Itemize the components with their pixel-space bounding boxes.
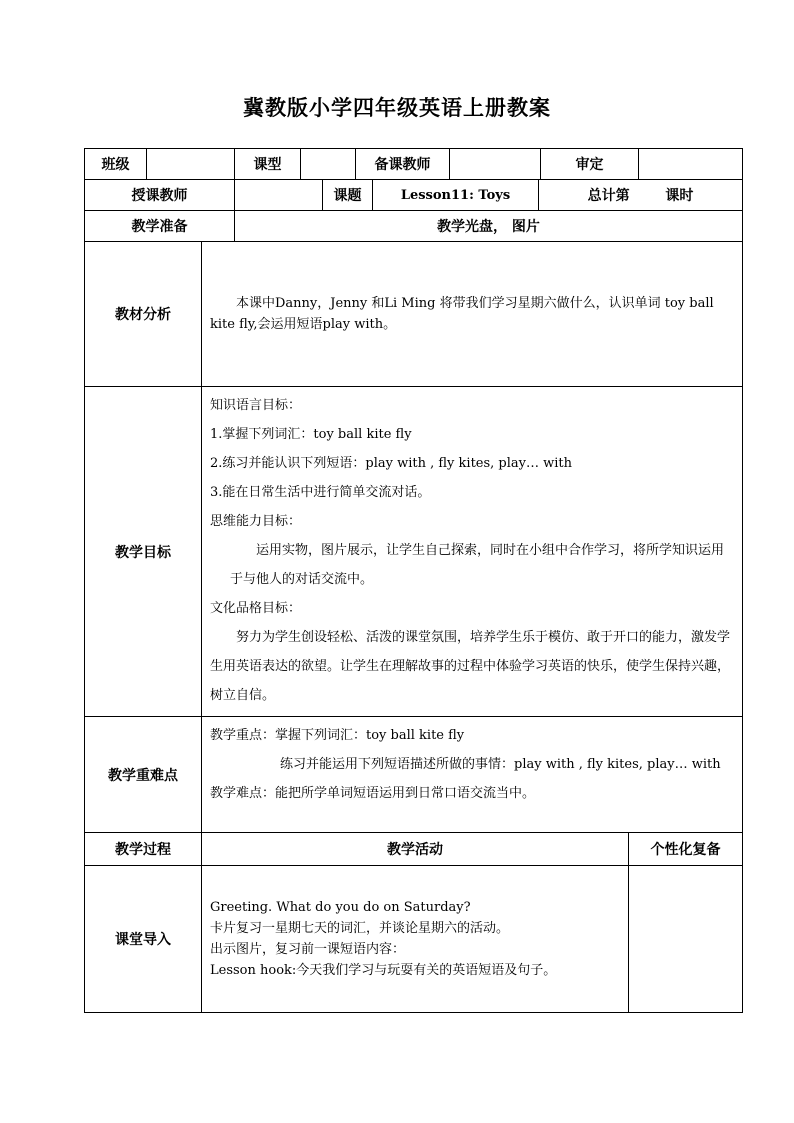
topic-label: 课题 — [323, 180, 373, 211]
goals-row — [85, 387, 743, 717]
intro-label: 课堂导入 — [85, 866, 202, 1013]
period-label: 课时 — [665, 188, 694, 204]
knowledge-item-3: 3.能在日常生活中进行简单交流对话。 — [210, 485, 431, 500]
intro-notes — [629, 866, 743, 1013]
total-periods-cell — [539, 180, 743, 211]
document-title: 冀教版小学四年级英语上册教案 — [243, 96, 551, 120]
type-value — [301, 149, 356, 180]
process-header-row — [85, 833, 743, 866]
review-value — [639, 149, 743, 180]
notes-col-label: 个性化复备 — [629, 833, 743, 866]
knowledge-title: 知识语言目标： — [210, 398, 302, 413]
process-col-label: 教学过程 — [85, 833, 202, 866]
knowledge-item-2: 2.练习并能认识下列短语：play with , fly kites, play… with — [210, 456, 573, 471]
lesson-plan-table — [84, 148, 742, 1013]
intro-line-4: Lesson hook:今天我们学习与玩耍有关的英语短语及句子。 — [210, 963, 557, 978]
difficulty-line: 教学难点：能把所学单词短语运用到日常口语交流当中。 — [210, 786, 536, 801]
review-label: 审定 — [541, 149, 639, 180]
analysis-row — [85, 242, 743, 387]
class-value — [147, 149, 235, 180]
thinking-title: 思维能力目标： — [210, 514, 302, 529]
knowledge-item-1: 1.掌握下列词汇：toy ball kite fly — [210, 427, 412, 442]
header-row-1 — [84, 148, 743, 180]
teacher-label: 授课教师 — [85, 180, 235, 211]
intro-line-1: Greeting. What do you do on Saturday? — [210, 900, 471, 915]
prep-row — [84, 210, 743, 242]
key-point-line-2: 练习并能运用下列短语描述所做的事情：play with , fly kites, play… with — [280, 757, 721, 772]
key-points-label: 教学重难点 — [85, 717, 202, 833]
body-table — [84, 241, 743, 1013]
header-row-2 — [84, 179, 743, 211]
key-point-line: 教学重点：掌握下列词汇：toy ball kite fly — [210, 728, 465, 743]
intro-row — [85, 866, 743, 1013]
total-label: 总计第 — [587, 188, 630, 204]
prep-teacher-label: 备课教师 — [356, 149, 450, 180]
teacher-value — [235, 180, 323, 211]
analysis-text: 本课中Danny，Jenny 和Li Ming 将带我们学习星期六做什么，认识单词 toy ball kite fly,会运用短语play with。 — [210, 296, 714, 332]
goals-label: 教学目标 — [85, 387, 202, 717]
intro-line-3: 出示图片，复习前一课短语内容： — [210, 942, 406, 957]
thinking-text: 运用实物，图片展示，让学生自己探索，同时在小组中合作学习，将所学知识运用于与他人的对话交流中。 — [230, 543, 725, 587]
activity-col-label: 教学活动 — [202, 833, 629, 866]
prep-label: 教学准备 — [85, 211, 235, 242]
type-label: 课型 — [235, 149, 301, 180]
class-label: 班级 — [85, 149, 147, 180]
intro-line-2: 卡片复习一星期七天的词汇，并谈论星期六的活动。 — [210, 921, 510, 936]
culture-title: 文化品格目标： — [210, 601, 302, 616]
key-points-row — [85, 717, 743, 833]
culture-text: 努力为学生创设轻松、活泼的课堂氛围，培养学生乐于模仿、敢于开口的能力，激发学生用英语表达的欲望。让学生在理解故事的过程中体验学习英语的快乐，使学生保持兴趣，树立自信。 — [210, 630, 731, 703]
prep-teacher-value — [450, 149, 541, 180]
analysis-label: 教材分析 — [85, 242, 202, 387]
prep-value: 教学光盘， 图片 — [235, 211, 743, 242]
topic-value: Lesson11: Toys — [373, 180, 539, 211]
